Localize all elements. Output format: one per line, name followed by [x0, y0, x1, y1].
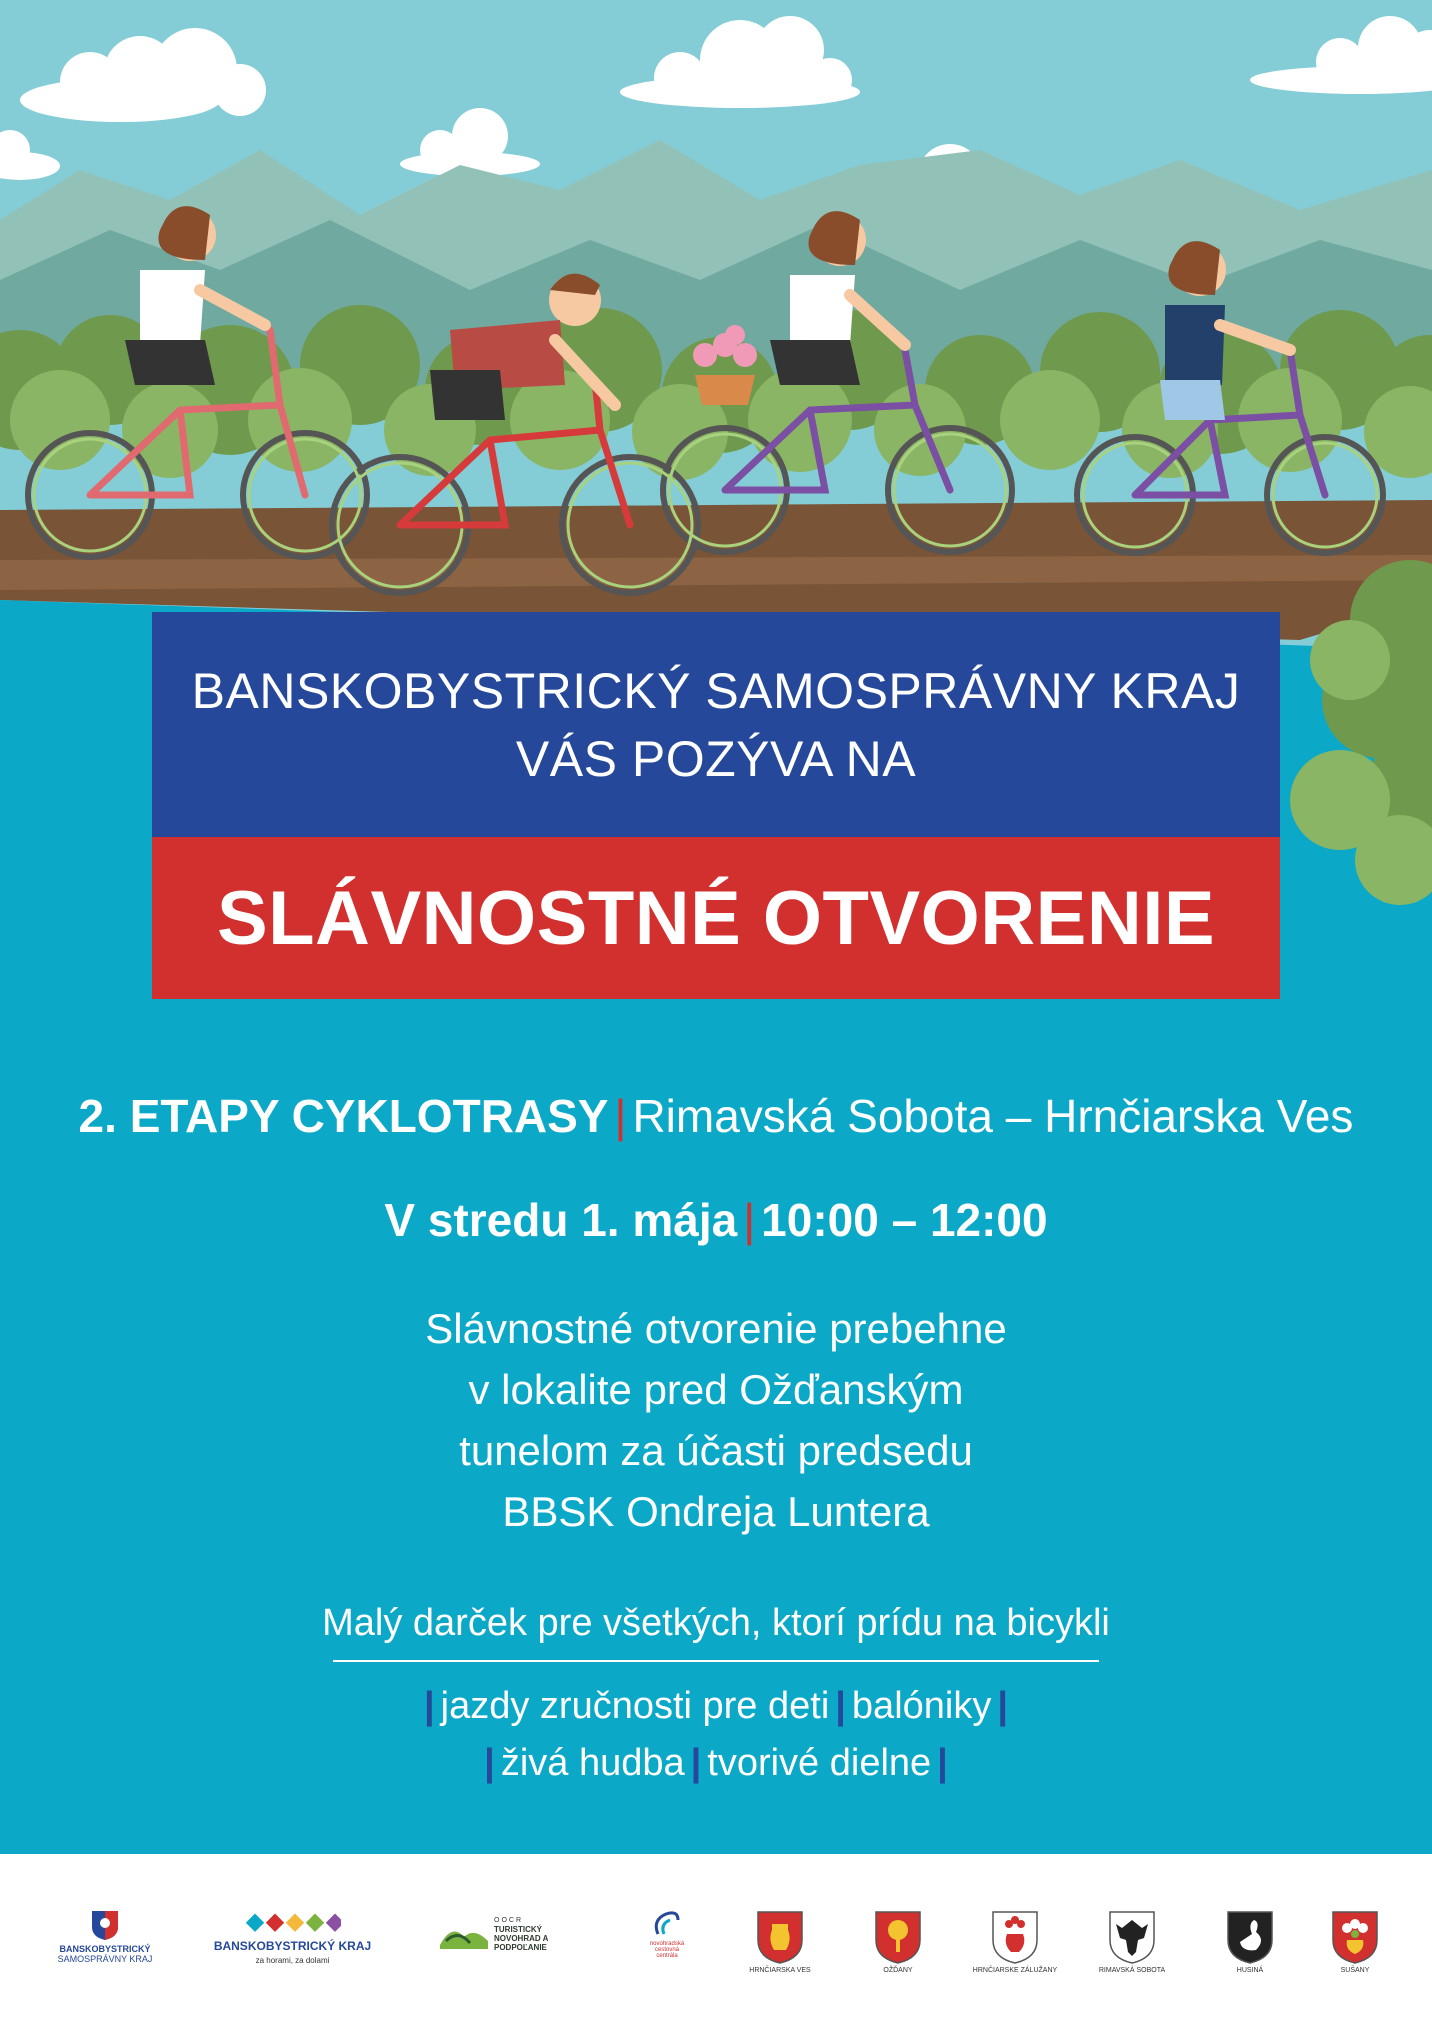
activities-list: [0, 1678, 1432, 1792]
description-line: tunelom za účasti predsedu: [459, 1427, 973, 1474]
crest-caption: HRNČIARSKA VES: [749, 1967, 811, 1974]
crest-caption: OŽĎANY: [883, 1967, 913, 1974]
activity-separator: |: [937, 1742, 948, 1784]
oocr-label: OOCR: [494, 1917, 523, 1924]
event-time: 10:00 – 12:00: [761, 1194, 1048, 1246]
divider: [333, 1660, 1099, 1662]
goose-crest-icon: [1226, 1910, 1274, 1964]
route-separator: |: [614, 1090, 627, 1142]
crest-rimavska-sobota: [1087, 1910, 1177, 1974]
activities-row-2: [0, 1735, 1432, 1792]
crest-hrnciarske-zaluzany: [970, 1910, 1060, 1974]
activity-separator: |: [997, 1685, 1008, 1727]
crest-susany: [1310, 1910, 1400, 1974]
oocr-line-2: NOVOHRAD A: [494, 1934, 549, 1943]
gift-note: Malý darček pre všetkých, ktorí prídu na bicykli: [322, 1602, 1110, 1644]
event-day: V stredu 1. mája: [384, 1194, 738, 1246]
date-separator: |: [743, 1194, 756, 1246]
event-description: [0, 1298, 1432, 1542]
novohrad-line-3: centrála: [656, 1953, 678, 1959]
activity-separator: |: [690, 1742, 702, 1784]
activity-item: živá hudba: [500, 1742, 685, 1784]
organizer-line-1: BANSKOBYSTRICKÝ SAMOSPRÁVNY KRAJ: [191, 662, 1241, 719]
tree-crest-icon: [874, 1910, 922, 1964]
bbsk-logo: [50, 1909, 160, 1964]
crest-husina: [1205, 1910, 1295, 1974]
hills-icon: [440, 1919, 488, 1949]
novohrad-logo: [632, 1910, 702, 1959]
route-line: [0, 1088, 1432, 1144]
oocr-line-3: PODPOĽANIE: [494, 1943, 547, 1952]
crest-caption: HUSINÁ: [1236, 1967, 1264, 1974]
crest-caption: HRNČIARSKE ZÁLUŽANY: [972, 1967, 1058, 1974]
route-label: 2. ETAPY CYKLOTRASY: [78, 1090, 609, 1142]
vase-crest-icon: [991, 1910, 1039, 1964]
colorful-diamonds-icon: [245, 1912, 341, 1934]
crest-hrnciarska-ves: [735, 1910, 825, 1974]
organizer-banner: [152, 612, 1280, 837]
description-line: v lokalite pred Ožďanským: [468, 1366, 964, 1413]
bbsk-crest-icon: [90, 1909, 120, 1941]
flowers-crest-icon: [1331, 1910, 1379, 1964]
description-line: BBSK Ondreja Luntera: [502, 1488, 930, 1535]
crest-caption: SUŠANY: [1340, 1967, 1370, 1974]
activity-item: balóniky: [851, 1685, 992, 1727]
event-title: SLÁVNOSTNÉ OTVORENIE: [216, 875, 1216, 961]
region-brand-logo: [205, 1912, 380, 1965]
activity-item: tvorivé dielne: [707, 1742, 932, 1784]
bbsk-name-2: SAMOSPRÁVNY KRAJ: [57, 1954, 153, 1964]
region-name: BANSKOBYSTRICKÝ KRAJ: [213, 1939, 372, 1953]
swirl-icon: [650, 1910, 684, 1938]
description-line: Slávnostné otvorenie prebehne: [425, 1305, 1007, 1352]
novohrad-line-1: novohradská: [649, 1941, 685, 1947]
partner-logos: [0, 1854, 1432, 2024]
bbsk-name-1: BANSKOBYSTRICKÝ: [59, 1944, 151, 1954]
crest-ozdany: [853, 1910, 943, 1974]
event-title-banner: [152, 837, 1280, 999]
novohrad-line-2: cestovná: [654, 1947, 679, 1953]
crest-caption: RIMAVSKÁ SOBOTA: [1098, 1967, 1166, 1974]
organizer-line-2: VÁS POZÝVA NA: [515, 730, 917, 787]
activity-separator: |: [424, 1685, 435, 1727]
date-line: [0, 1192, 1432, 1248]
eagle-crest-icon: [1108, 1910, 1156, 1964]
region-tagline: za horami, za dolami: [255, 1956, 330, 1965]
route-path: Rimavská Sobota – Hrnčiarska Ves: [632, 1090, 1354, 1142]
activity-separator: |: [484, 1742, 495, 1784]
oocr-line-1: TURISTICKÝ: [494, 1925, 542, 1934]
activity-separator: |: [835, 1685, 846, 1727]
oocr-logo: [440, 1916, 570, 1952]
activity-item: jazdy zručnosti pre deti: [440, 1685, 830, 1727]
jug-crest-icon: [756, 1910, 804, 1964]
activities-row-1: [0, 1678, 1432, 1735]
